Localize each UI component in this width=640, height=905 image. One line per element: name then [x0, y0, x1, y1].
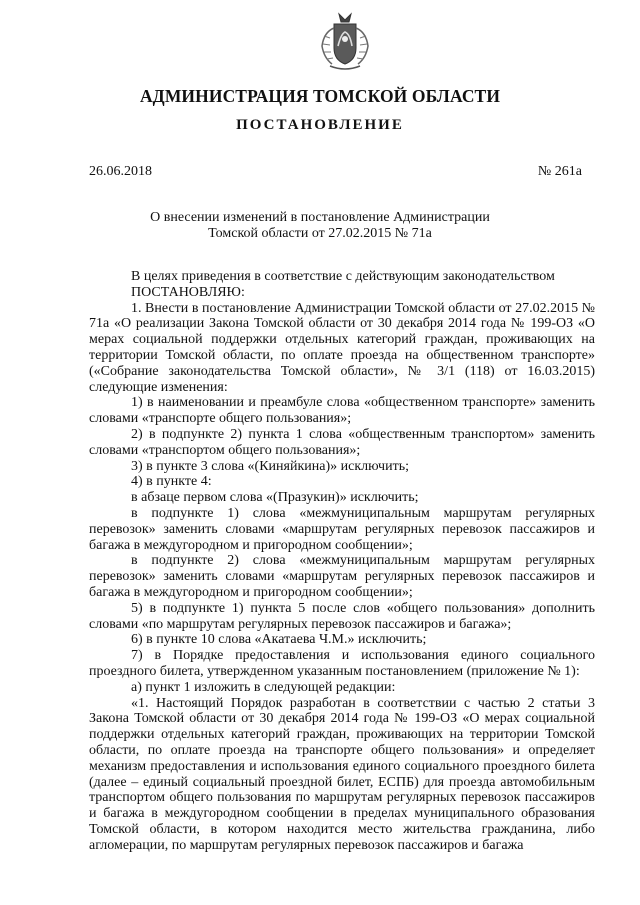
- body-paragraph: 1. Внести в постановление Администрации Томской области от 27.02.2015 № 71а «О реализации Закона Томской области от 30 декабря 2014 года № 199-ОЗ «О мерах социальной поддержки отдельных категорий граждан, проживающих на территории Томской области, по оплате проезда на общественном транспорте» («Собрание законодательства Томской области», № 3/1 (118) от 16.03.2015) следующие изменения:: [89, 300, 595, 395]
- body-paragraph: 4) в пункте 4:: [131, 474, 212, 490]
- subject-line: Томской области от 27.02.2015 № 71а: [208, 226, 432, 241]
- body-paragraph: 3) в пункте 3 слова «(Киняйкина)» исключить;: [131, 458, 409, 474]
- body-paragraph: 5) в подпункте 1) пункта 5 после слов «общего пользования» дополнить словами «по маршрутам регулярных перевозок пассажиров и багажа»;: [89, 600, 595, 632]
- document-type-heading: ПОСТАНОВЛЕНИЕ: [236, 117, 404, 133]
- body-paragraph: 2) в подпункте 2) пункта 1 слова «общественным транспортом» заменить словами «транспортом общего пользования»;: [89, 426, 595, 458]
- coat-of-arms-icon: [310, 12, 380, 74]
- body-paragraph: 1) в наименовании и преамбуле слова «общественном транспорте» заменить словами «транспорте общего пользования»;: [89, 395, 595, 427]
- body-paragraph: в абзаце первом слова «(Празукин)» исключить;: [131, 490, 419, 506]
- body-paragraph: а) пункт 1 изложить в следующей редакции:: [131, 679, 396, 695]
- document-date: 26.06.2018: [89, 164, 152, 179]
- body-paragraph: «1. Настоящий Порядок разработан в соответствии с частью 2 статьи 3 Закона Томской области от 30 декабря 2014 года № 199-ОЗ «О мерах социальной поддержки отдельных категорий граждан, проживающих на территории Томской области, по оплате проезда на транспорте общего пользования» и определяет механизм предоставления и использования единого социального проездного билета (далее – единый социальный проездной билет, ЕСПБ) для проезда автомобильным транспортом общего пользования по маршрутам регулярных перевозок пассажиров и багажа в междугородном сообщении в пределах муниципального образования Томской области, в котором находится место жительства гражданина, либо агломерации, по маршрутам регулярных перевозок пассажиров и багажа: [89, 695, 595, 853]
- body-paragraph: в подпункте 2) слова «межмуниципальным маршрутам регулярных перевозок» заменить словами «маршрутам регулярных перевозок пассажиров и багажа в междугородном и пригородном сообщении»;: [89, 553, 595, 600]
- body-paragraph: 7) в Порядке предоставления и использования единого социального проездного билета, утвержденном указанным постановлением (приложение № 1):: [89, 648, 595, 679]
- document-body: [89, 269, 595, 853]
- body-paragraph: В целях приведения в соответствие с действующим законодательством: [131, 269, 555, 284]
- document-subject: [0, 210, 640, 242]
- body-paragraph: ПОСТАНОВЛЯЮ:: [131, 284, 245, 300]
- subject-line: О внесении изменений в постановление Администрации: [150, 210, 490, 225]
- organization-title: АДМИНИСТРАЦИЯ ТОМСКОЙ ОБЛАСТИ: [139, 86, 501, 106]
- body-paragraph: 6) в пункте 10 слова «Акатаева Ч.М.» исключить;: [131, 632, 427, 648]
- document-number: № 261а: [537, 164, 582, 179]
- body-paragraph: в подпункте 1) слова «межмуниципальным маршрутам регулярных перевозок» заменить словами «маршрутам регулярных перевозок пассажиров и багажа в междугородном и пригородном сообщении»;: [89, 505, 595, 553]
